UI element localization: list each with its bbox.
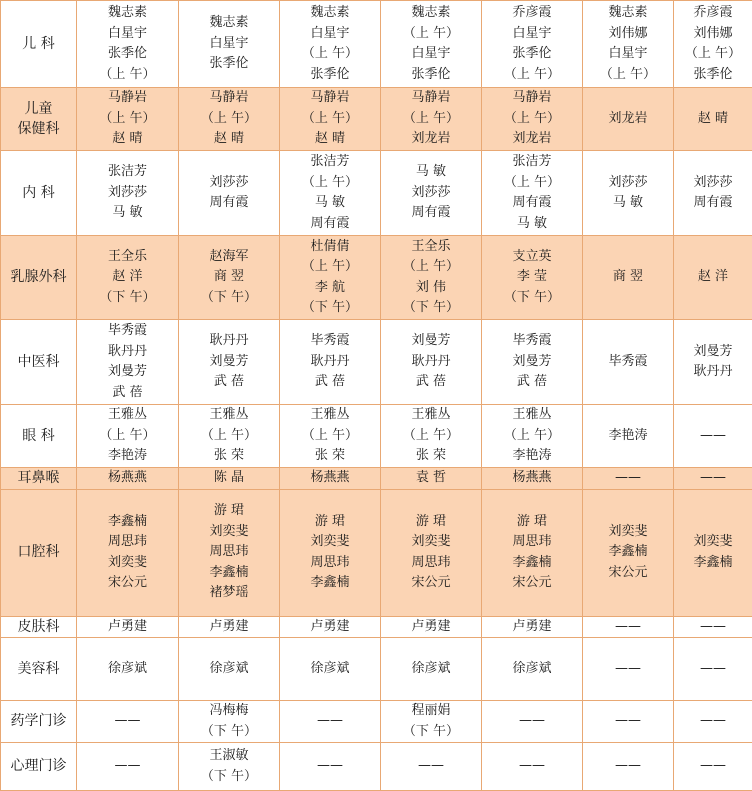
schedule-cell: 袁 哲: [381, 468, 482, 490]
schedule-cell: ——: [77, 743, 179, 791]
schedule-cell: 刘奕斐 李鑫楠: [674, 489, 752, 616]
schedule-cell: 陈 晶: [179, 468, 280, 490]
schedule-cell: ——: [674, 743, 752, 791]
department-name: 眼 科: [1, 405, 77, 468]
schedule-cell: 刘莎莎 周有霞: [674, 151, 752, 236]
schedule-cell: 魏志素 （上 午） 白星宇 张季伦: [381, 1, 482, 88]
schedule-cell: 马静岩 （上 午） 赵 晴: [77, 88, 179, 151]
department-name: 口腔科: [1, 489, 77, 616]
schedule-cell: 王全乐 赵 洋 （下 午）: [77, 236, 179, 320]
schedule-cell: ——: [280, 743, 381, 791]
schedule-cell: 耿丹丹 刘曼芳 武 蓓: [179, 320, 280, 405]
schedule-cell: 商 翌: [583, 236, 674, 320]
department-name: 美容科: [1, 638, 77, 701]
schedule-cell: 魏志素 白星宇 张季伦 （上 午）: [77, 1, 179, 88]
schedule-cell: ——: [583, 616, 674, 638]
schedule-row: [1, 616, 752, 638]
schedule-cell: 马静岩 （上 午） 刘龙岩: [381, 88, 482, 151]
schedule-row: [1, 88, 752, 151]
schedule-cell: 刘曼芳 耿丹丹 武 蓓: [381, 320, 482, 405]
schedule-cell: 游 珺 刘奕斐 周思玮 宋公元: [381, 489, 482, 616]
schedule-cell: ——: [482, 743, 583, 791]
schedule-row: [1, 320, 752, 405]
schedule-cell: 张洁芳 （上 午） 周有霞 马 敏: [482, 151, 583, 236]
schedule-cell: ——: [381, 743, 482, 791]
schedule-cell: 马 敏 刘莎莎 周有霞: [381, 151, 482, 236]
schedule-cell: 王雅丛 （上 午） 张 荣: [280, 405, 381, 468]
schedule-cell: 马静岩 （上 午） 赵 晴: [280, 88, 381, 151]
schedule-cell: 毕秀霞 耿丹丹 武 蓓: [280, 320, 381, 405]
schedule-cell: ——: [674, 638, 752, 701]
department-name: 儿 科: [1, 1, 77, 88]
schedule-row: [1, 743, 752, 791]
schedule-cell: 毕秀霞: [583, 320, 674, 405]
schedule-cell: 王淑敏 （下 午）: [179, 743, 280, 791]
schedule-cell: 魏志素 白星宇 张季伦: [179, 1, 280, 88]
schedule-cell: 马静岩 （上 午） 赵 晴: [179, 88, 280, 151]
schedule-row: [1, 638, 752, 701]
schedule-cell: 刘奕斐 李鑫楠 宋公元: [583, 489, 674, 616]
schedule-cell: 卢勇建: [280, 616, 381, 638]
schedule-cell: 张洁芳 刘莎莎 马 敏: [77, 151, 179, 236]
schedule-cell: 徐彦斌: [280, 638, 381, 701]
schedule-cell: 魏志素 刘伟娜 白星宇 （上 午）: [583, 1, 674, 88]
schedule-row: [1, 468, 752, 490]
schedule-row: [1, 151, 752, 236]
schedule-row: [1, 1, 752, 88]
schedule-cell: 马静岩 （上 午） 刘龙岩: [482, 88, 583, 151]
schedule-cell: 王雅丛 （上 午） 李艳涛: [482, 405, 583, 468]
schedule-cell: ——: [77, 701, 179, 743]
schedule-cell: 赵海军 商 翌 （下 午）: [179, 236, 280, 320]
department-name: 皮肤科: [1, 616, 77, 638]
schedule-cell: ——: [583, 743, 674, 791]
department-name: 乳腺外科: [1, 236, 77, 320]
schedule-cell: 李艳涛: [583, 405, 674, 468]
schedule-cell: 卢勇建: [482, 616, 583, 638]
schedule-row: [1, 701, 752, 743]
schedule-cell: 程丽娟 （下 午）: [381, 701, 482, 743]
schedule-cell: 徐彦斌: [179, 638, 280, 701]
schedule-cell: 王雅丛 （上 午） 李艳涛: [77, 405, 179, 468]
schedule-cell: 王全乐 （上 午） 刘 伟 （下 午）: [381, 236, 482, 320]
schedule-cell: 王雅丛 （上 午） 张 荣: [179, 405, 280, 468]
schedule-cell: 乔彦霞 刘伟娜 （上 午） 张季伦: [674, 1, 752, 88]
schedule-cell: 刘曼芳 耿丹丹: [674, 320, 752, 405]
schedule-cell: ——: [674, 468, 752, 490]
schedule-cell: 游 珺 周思玮 李鑫楠 宋公元: [482, 489, 583, 616]
schedule-cell: 杨燕燕: [280, 468, 381, 490]
schedule-row: [1, 489, 752, 616]
schedule-cell: 毕秀霞 耿丹丹 刘曼芳 武 蓓: [77, 320, 179, 405]
schedule-cell: 卢勇建: [381, 616, 482, 638]
schedule-cell: 刘龙岩: [583, 88, 674, 151]
schedule-cell: 杨燕燕: [77, 468, 179, 490]
schedule-cell: ——: [583, 638, 674, 701]
schedule-cell: 张洁芳 （上 午） 马 敏 周有霞: [280, 151, 381, 236]
schedule-cell: 徐彦斌: [482, 638, 583, 701]
schedule-cell: 游 珺 刘奕斐 周思玮 李鑫楠: [280, 489, 381, 616]
department-name: 药学门诊: [1, 701, 77, 743]
schedule-cell: ——: [674, 616, 752, 638]
schedule-cell: ——: [583, 701, 674, 743]
schedule-cell: ——: [280, 701, 381, 743]
schedule-cell: 冯梅梅 （下 午）: [179, 701, 280, 743]
schedule-row: [1, 405, 752, 468]
schedule-cell: 刘莎莎 马 敏: [583, 151, 674, 236]
department-name: 中医科: [1, 320, 77, 405]
department-name: 耳鼻喉: [1, 468, 77, 490]
schedule-cell: 刘莎莎 周有霞: [179, 151, 280, 236]
schedule-cell: ——: [674, 701, 752, 743]
schedule-cell: ——: [674, 405, 752, 468]
schedule-cell: 徐彦斌: [381, 638, 482, 701]
schedule-cell: 杜倩倩 （上 午） 李 航 （下 午）: [280, 236, 381, 320]
schedule-cell: 王雅丛 （上 午） 张 荣: [381, 405, 482, 468]
schedule-cell: 毕秀霞 刘曼芳 武 蓓: [482, 320, 583, 405]
department-name: 内 科: [1, 151, 77, 236]
schedule-cell: ——: [583, 468, 674, 490]
department-name: 儿童 保健科: [1, 88, 77, 151]
schedule-cell: 乔彦霞 白星宇 张季伦 （上 午）: [482, 1, 583, 88]
schedule-cell: 卢勇建: [77, 616, 179, 638]
schedule-row: [1, 236, 752, 320]
schedule-cell: 李鑫楠 周思玮 刘奕斐 宋公元: [77, 489, 179, 616]
schedule-cell: 赵 晴: [674, 88, 752, 151]
schedule-body: [1, 1, 752, 791]
department-name: 心理门诊: [1, 743, 77, 791]
schedule-cell: 魏志素 白星宇 （上 午） 张季伦: [280, 1, 381, 88]
schedule-cell: 卢勇建: [179, 616, 280, 638]
schedule-cell: 支立英 李 莹 （下 午）: [482, 236, 583, 320]
schedule-cell: 游 珺 刘奕斐 周思玮 李鑫楠 褚梦瑶: [179, 489, 280, 616]
schedule-cell: 徐彦斌: [77, 638, 179, 701]
schedule-cell: 杨燕燕: [482, 468, 583, 490]
schedule-cell: ——: [482, 701, 583, 743]
schedule-cell: 赵 洋: [674, 236, 752, 320]
